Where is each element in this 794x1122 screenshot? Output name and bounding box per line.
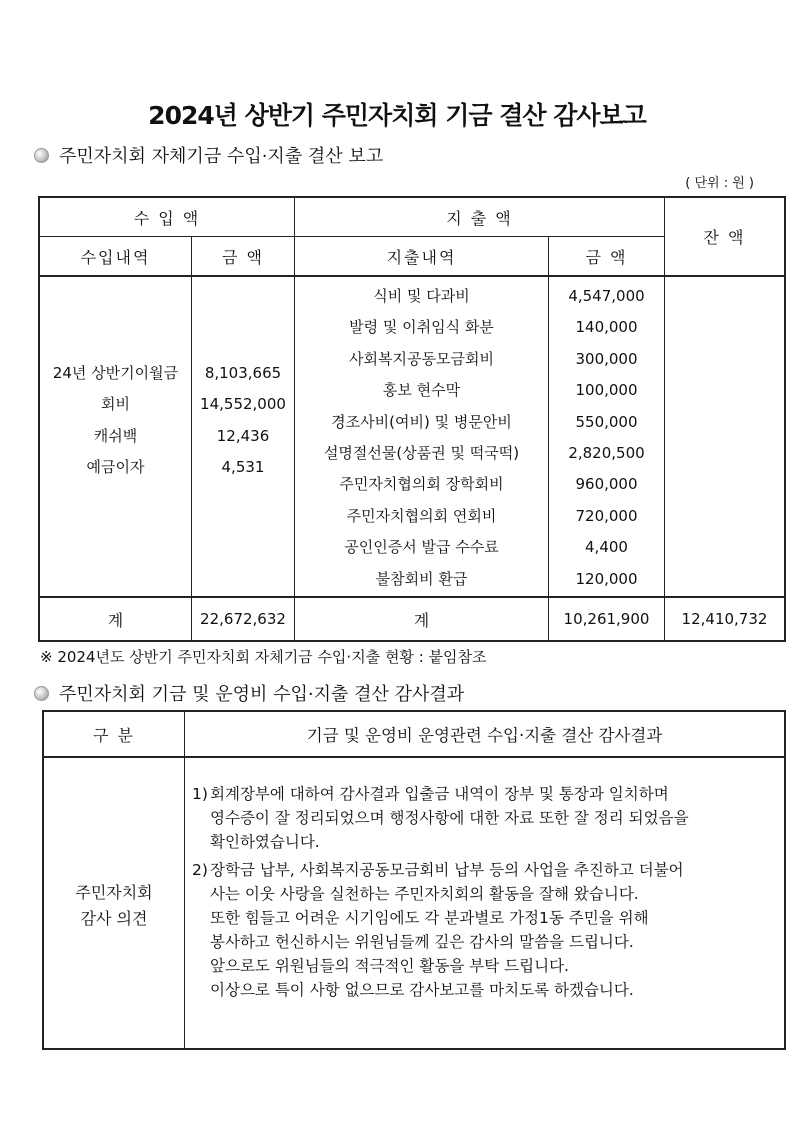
opinion-line: 또한 힘들고 어려운 시기임에도 각 분과별로 가정1동 주민을 위해 — [210, 909, 649, 927]
expense-amounts-list — [549, 281, 664, 595]
income-item: 24년 상반기이월금 — [52, 364, 179, 382]
opinion-line: 사는 이웃 사랑을 실천하는 주민자치회의 활동을 잘해 왔습니다. — [210, 885, 639, 903]
section-heading-audit — [34, 680, 464, 706]
income-item: 예금이자 — [86, 458, 145, 477]
income-item-header: 수입내역 — [80, 247, 151, 267]
expense-amount: 4,547,000 — [568, 287, 645, 305]
expense-item-header: 지출내역 — [386, 247, 457, 267]
category-header: 구 분 — [93, 725, 135, 745]
expense-amount: 2,820,500 — [568, 443, 645, 462]
paragraph-number: 1) — [192, 785, 208, 803]
expense-item: 발령 및 이취임식 화분 — [349, 318, 494, 337]
opinion-paragraph-1 — [192, 782, 786, 806]
expense-item: 홍보 현수막 — [382, 381, 461, 400]
expense-item: 주민자치협의회 장학회비 — [339, 475, 504, 494]
reference-note: ※ 2024년도 상반기 주민자치회 자체기금 수입·지출 현황 : 붙임참조 — [40, 648, 487, 666]
section-heading-text: 주민자치회 기금 및 운영비 수입·지출 결산 감사결과 — [59, 684, 465, 705]
opinion-line: 이상으로 특이 사항 없으므로 감사보고를 마치도록 하겠습니다. — [210, 981, 634, 999]
section-heading-settlement — [34, 142, 383, 168]
expense-amount: 140,000 — [575, 318, 638, 337]
balance-total: 12,410,732 — [681, 610, 768, 628]
income-header: 수 입 액 — [133, 208, 201, 228]
opinion-line: 영수증이 잘 정리되었으며 행정사항에 대한 자료 또한 잘 정리 되었음을 — [210, 809, 689, 827]
page-title: 2024년 상반기 주민자치회 기금 결산 감사보고 — [148, 101, 646, 130]
unit-label: ( 단위 : 원 ) — [685, 176, 754, 191]
audit-opinion — [192, 782, 786, 1002]
expense-amount: 960,000 — [575, 475, 638, 494]
opinion-line: 회계장부에 대하여 감사결과 입출금 내역이 장부 및 통장과 일치하며 — [210, 785, 669, 803]
opinion-line: 앞으로도 위원님들의 적극적인 활동을 부탁 드립니다. — [210, 957, 569, 975]
category-line: 주민자치회 — [75, 883, 153, 902]
opinion-paragraph-2 — [192, 858, 786, 882]
expense-item: 불참회비 환급 — [375, 569, 468, 588]
income-items-list — [40, 358, 191, 484]
income-total: 22,672,632 — [200, 610, 286, 628]
expense-items-list — [295, 281, 548, 595]
section-heading-text: 주민자치회 자체기금 수입·지출 결산 보고 — [59, 146, 384, 167]
income-amount: 4,531 — [221, 458, 265, 477]
opinion-line: 확인하였습니다. — [210, 833, 320, 851]
expense-item: 공인인증서 발급 수수료 — [344, 538, 499, 557]
expense-item: 경조사비(여비) 및 병문안비 — [331, 412, 512, 431]
expense-item: 설명절선물(상품권 및 떡국떡) — [323, 443, 520, 462]
expense-amount: 120,000 — [575, 569, 638, 588]
expense-amount: 550,000 — [575, 412, 638, 431]
category-line: 감사 의견 — [80, 909, 148, 928]
expense-amount: 4,400 — [585, 538, 628, 557]
expense-amount: 100,000 — [575, 381, 638, 400]
expense-item: 사회복지공동모금회비 — [349, 349, 494, 368]
income-total-label: 계 — [107, 610, 124, 630]
opinion-line: 장학금 납부, 사회복지공동모금회비 납부 등의 사업을 추진하고 더불어 — [210, 861, 684, 879]
bullet-icon — [34, 686, 49, 701]
expense-amount: 720,000 — [575, 506, 638, 525]
income-amount: 8,103,665 — [204, 364, 282, 382]
income-amount-header: 금 액 — [222, 247, 264, 267]
expense-header: 지 출 액 — [446, 208, 513, 228]
income-item: 회비 — [101, 395, 130, 414]
result-header: 기금 및 운영비 운영관련 수입·지출 결산 감사결과 — [306, 726, 663, 745]
category-cell — [44, 876, 184, 936]
balance-header: 잔 액 — [703, 228, 746, 247]
bullet-icon — [34, 148, 49, 163]
expense-total-label: 계 — [413, 610, 430, 630]
paragraph-number: 2) — [192, 861, 208, 879]
audit-table — [42, 710, 786, 1050]
expense-amount-header: 금 액 — [585, 247, 628, 267]
expense-amount: 300,000 — [575, 349, 638, 368]
expense-item: 주민자치협의회 연회비 — [346, 506, 497, 525]
income-item: 캐쉬백 — [93, 426, 138, 445]
settlement-table — [38, 196, 786, 642]
income-amount: 12,436 — [216, 426, 270, 445]
income-amount: 14,552,000 — [200, 395, 286, 414]
expense-total: 10,261,900 — [563, 610, 650, 628]
expense-item: 식비 및 다과비 — [373, 287, 470, 305]
income-amounts-list — [192, 358, 294, 484]
opinion-line: 봉사하고 헌신하시는 위원님들께 깊은 감사의 말씀을 드립니다. — [210, 933, 634, 951]
